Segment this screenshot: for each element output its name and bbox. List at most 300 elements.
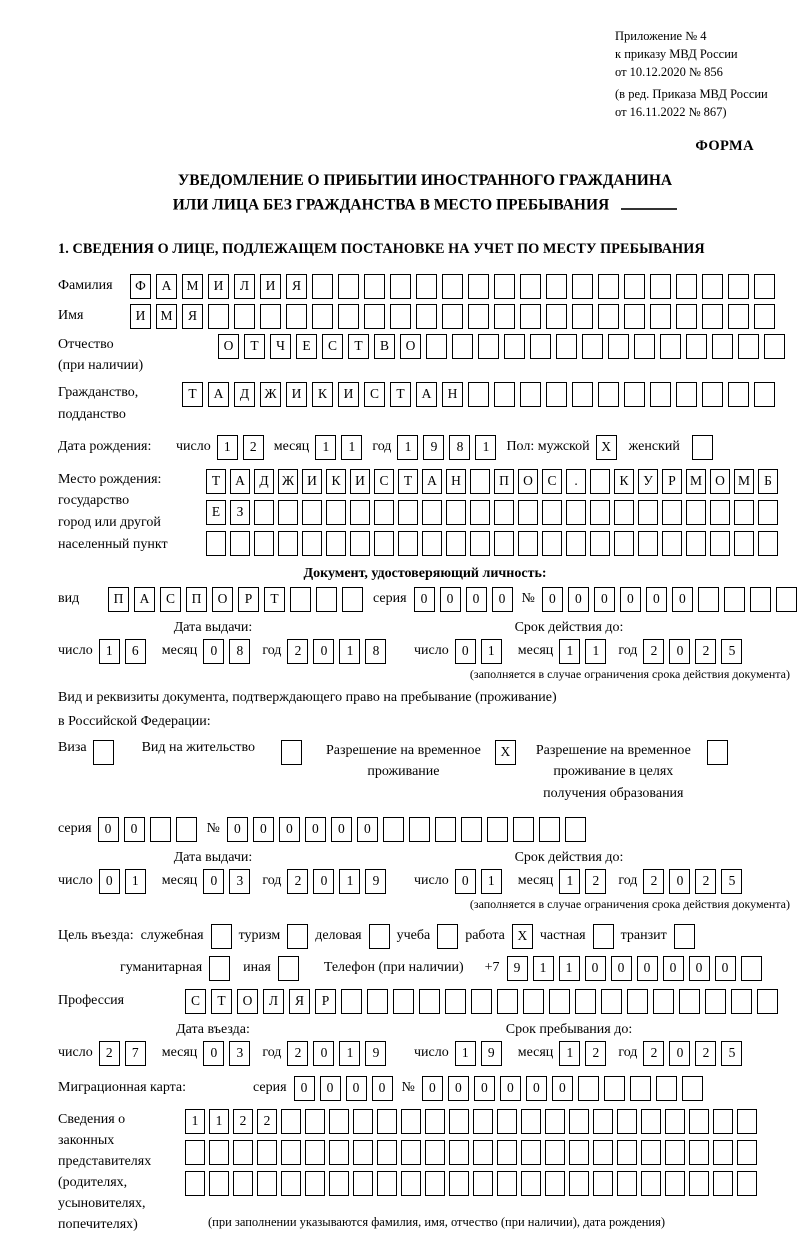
char-cell[interactable] xyxy=(468,304,489,329)
char-cell[interactable]: Т xyxy=(348,334,369,359)
char-cell[interactable] xyxy=(426,334,447,359)
char-cell[interactable] xyxy=(608,334,629,359)
char-cell[interactable]: 0 xyxy=(568,587,589,612)
char-cell[interactable] xyxy=(305,1109,325,1134)
char-cell[interactable]: 0 xyxy=(372,1076,393,1101)
char-cell[interactable]: 0 xyxy=(294,1076,315,1101)
char-cell[interactable] xyxy=(367,989,388,1014)
char-cell[interactable] xyxy=(634,334,655,359)
char-cell[interactable] xyxy=(446,500,466,525)
char-cell[interactable]: 0 xyxy=(313,639,334,664)
char-cell[interactable] xyxy=(401,1171,421,1196)
char-cell[interactable] xyxy=(494,531,514,556)
char-cell[interactable] xyxy=(638,500,658,525)
char-cell[interactable] xyxy=(390,274,411,299)
char-cell[interactable] xyxy=(650,382,671,407)
char-cell[interactable] xyxy=(682,1076,703,1101)
char-cell[interactable]: Т xyxy=(390,382,411,407)
char-cell[interactable] xyxy=(233,1171,253,1196)
char-cell[interactable] xyxy=(569,1140,589,1165)
char-cell[interactable]: 2 xyxy=(585,1041,606,1066)
char-cell[interactable]: 2 xyxy=(243,435,264,460)
temp-permit-checkbox[interactable]: X xyxy=(495,740,516,765)
char-cell[interactable]: 1 xyxy=(397,435,418,460)
char-cell[interactable]: . xyxy=(566,469,586,494)
char-cell[interactable]: 0 xyxy=(331,817,352,842)
char-cell[interactable] xyxy=(150,817,171,842)
char-cell[interactable]: З xyxy=(230,500,250,525)
char-cell[interactable]: 1 xyxy=(339,639,360,664)
char-cell[interactable] xyxy=(593,1171,613,1196)
char-cell[interactable]: И xyxy=(350,469,370,494)
char-cell[interactable] xyxy=(542,531,562,556)
char-cell[interactable]: 0 xyxy=(203,869,224,894)
char-cell[interactable] xyxy=(233,1140,253,1165)
char-cell[interactable] xyxy=(254,531,274,556)
purpose-checkbox-official[interactable] xyxy=(211,924,232,949)
char-cell[interactable] xyxy=(425,1171,445,1196)
char-cell[interactable]: 0 xyxy=(313,1041,334,1066)
char-cell[interactable]: Т xyxy=(211,989,232,1014)
char-cell[interactable] xyxy=(393,989,414,1014)
char-cell[interactable]: 0 xyxy=(542,587,563,612)
purpose-checkbox-tourism[interactable] xyxy=(287,924,308,949)
char-cell[interactable] xyxy=(679,989,700,1014)
char-cell[interactable]: А xyxy=(208,382,229,407)
char-cell[interactable] xyxy=(713,1171,733,1196)
char-cell[interactable]: 2 xyxy=(695,639,716,664)
char-cell[interactable] xyxy=(665,1140,685,1165)
char-cell[interactable]: Р xyxy=(238,587,259,612)
char-cell[interactable]: Д xyxy=(254,469,274,494)
char-cell[interactable] xyxy=(473,1109,493,1134)
char-cell[interactable]: 0 xyxy=(669,1041,690,1066)
char-cell[interactable] xyxy=(234,304,255,329)
char-cell[interactable] xyxy=(593,1109,613,1134)
char-cell[interactable] xyxy=(416,274,437,299)
char-cell[interactable]: Е xyxy=(296,334,317,359)
char-cell[interactable]: 0 xyxy=(715,956,736,981)
char-cell[interactable] xyxy=(572,274,593,299)
char-cell[interactable]: 0 xyxy=(313,869,334,894)
char-cell[interactable] xyxy=(312,274,333,299)
char-cell[interactable] xyxy=(520,304,541,329)
char-cell[interactable] xyxy=(617,1109,637,1134)
char-cell[interactable]: Р xyxy=(315,989,336,1014)
char-cell[interactable]: 2 xyxy=(287,639,308,664)
char-cell[interactable] xyxy=(617,1171,637,1196)
char-cell[interactable] xyxy=(776,587,797,612)
char-cell[interactable]: 3 xyxy=(229,1041,250,1066)
char-cell[interactable]: 0 xyxy=(646,587,667,612)
char-cell[interactable]: 2 xyxy=(287,869,308,894)
char-cell[interactable]: Н xyxy=(442,382,463,407)
char-cell[interactable] xyxy=(494,274,515,299)
char-cell[interactable] xyxy=(676,304,697,329)
char-cell[interactable] xyxy=(353,1171,373,1196)
purpose-checkbox-private[interactable] xyxy=(593,924,614,949)
char-cell[interactable] xyxy=(737,1140,757,1165)
char-cell[interactable] xyxy=(530,334,551,359)
char-cell[interactable] xyxy=(757,989,778,1014)
char-cell[interactable] xyxy=(329,1140,349,1165)
char-cell[interactable]: П xyxy=(108,587,129,612)
char-cell[interactable]: 1 xyxy=(481,639,502,664)
char-cell[interactable] xyxy=(312,304,333,329)
char-cell[interactable] xyxy=(425,1140,445,1165)
char-cell[interactable] xyxy=(712,334,733,359)
char-cell[interactable]: К xyxy=(614,469,634,494)
char-cell[interactable]: Н xyxy=(446,469,466,494)
char-cell[interactable]: Я xyxy=(289,989,310,1014)
char-cell[interactable]: 9 xyxy=(423,435,444,460)
char-cell[interactable] xyxy=(705,989,726,1014)
char-cell[interactable]: О xyxy=(400,334,421,359)
char-cell[interactable] xyxy=(468,382,489,407)
char-cell[interactable] xyxy=(546,274,567,299)
char-cell[interactable]: О xyxy=(212,587,233,612)
char-cell[interactable] xyxy=(435,817,456,842)
char-cell[interactable]: 0 xyxy=(552,1076,573,1101)
char-cell[interactable]: Ж xyxy=(278,469,298,494)
char-cell[interactable]: А xyxy=(230,469,250,494)
char-cell[interactable] xyxy=(497,989,518,1014)
char-cell[interactable]: Б xyxy=(758,469,778,494)
char-cell[interactable] xyxy=(281,1140,301,1165)
char-cell[interactable] xyxy=(442,304,463,329)
char-cell[interactable] xyxy=(738,334,759,359)
char-cell[interactable]: 0 xyxy=(203,639,224,664)
char-cell[interactable]: 1 xyxy=(315,435,336,460)
char-cell[interactable] xyxy=(316,587,337,612)
char-cell[interactable] xyxy=(518,531,538,556)
char-cell[interactable]: 2 xyxy=(233,1109,253,1134)
char-cell[interactable]: 1 xyxy=(185,1109,205,1134)
visa-checkbox[interactable] xyxy=(93,740,114,765)
char-cell[interactable]: 2 xyxy=(643,1041,664,1066)
char-cell[interactable] xyxy=(401,1140,421,1165)
char-cell[interactable] xyxy=(590,469,610,494)
char-cell[interactable] xyxy=(641,1109,661,1134)
char-cell[interactable]: 0 xyxy=(99,869,120,894)
char-cell[interactable]: 0 xyxy=(474,1076,495,1101)
char-cell[interactable] xyxy=(575,989,596,1014)
char-cell[interactable] xyxy=(419,989,440,1014)
char-cell[interactable]: 2 xyxy=(695,1041,716,1066)
char-cell[interactable] xyxy=(713,1109,733,1134)
char-cell[interactable]: 0 xyxy=(492,587,513,612)
char-cell[interactable]: 1 xyxy=(339,1041,360,1066)
char-cell[interactable]: 1 xyxy=(217,435,238,460)
char-cell[interactable] xyxy=(350,531,370,556)
char-cell[interactable]: И xyxy=(286,382,307,407)
char-cell[interactable] xyxy=(676,274,697,299)
char-cell[interactable] xyxy=(764,334,785,359)
char-cell[interactable]: 1 xyxy=(125,869,146,894)
char-cell[interactable] xyxy=(614,500,634,525)
char-cell[interactable]: И xyxy=(130,304,151,329)
char-cell[interactable] xyxy=(353,1109,373,1134)
char-cell[interactable]: 0 xyxy=(663,956,684,981)
edu-permit-checkbox[interactable] xyxy=(707,740,728,765)
char-cell[interactable] xyxy=(329,1171,349,1196)
char-cell[interactable] xyxy=(737,1171,757,1196)
char-cell[interactable] xyxy=(724,587,745,612)
char-cell[interactable]: 0 xyxy=(414,587,435,612)
char-cell[interactable]: С xyxy=(160,587,181,612)
char-cell[interactable] xyxy=(494,382,515,407)
char-cell[interactable] xyxy=(473,1171,493,1196)
char-cell[interactable]: Я xyxy=(182,304,203,329)
char-cell[interactable]: Т xyxy=(244,334,265,359)
char-cell[interactable]: Т xyxy=(206,469,226,494)
char-cell[interactable] xyxy=(409,817,430,842)
char-cell[interactable] xyxy=(377,1171,397,1196)
char-cell[interactable]: Т xyxy=(182,382,203,407)
char-cell[interactable]: 5 xyxy=(721,1041,742,1066)
char-cell[interactable]: И xyxy=(302,469,322,494)
char-cell[interactable]: 0 xyxy=(500,1076,521,1101)
char-cell[interactable] xyxy=(627,989,648,1014)
char-cell[interactable] xyxy=(728,274,749,299)
char-cell[interactable] xyxy=(572,304,593,329)
char-cell[interactable] xyxy=(302,531,322,556)
char-cell[interactable] xyxy=(731,989,752,1014)
char-cell[interactable]: 8 xyxy=(449,435,470,460)
char-cell[interactable] xyxy=(624,304,645,329)
char-cell[interactable]: 0 xyxy=(466,587,487,612)
char-cell[interactable]: 0 xyxy=(672,587,693,612)
char-cell[interactable] xyxy=(470,531,490,556)
char-cell[interactable] xyxy=(542,500,562,525)
char-cell[interactable] xyxy=(656,1076,677,1101)
char-cell[interactable] xyxy=(624,274,645,299)
char-cell[interactable] xyxy=(638,531,658,556)
char-cell[interactable] xyxy=(398,500,418,525)
char-cell[interactable]: 0 xyxy=(620,587,641,612)
char-cell[interactable] xyxy=(257,1140,277,1165)
char-cell[interactable]: Л xyxy=(234,274,255,299)
char-cell[interactable] xyxy=(604,1076,625,1101)
char-cell[interactable]: 9 xyxy=(481,1041,502,1066)
char-cell[interactable] xyxy=(286,304,307,329)
char-cell[interactable]: 1 xyxy=(455,1041,476,1066)
sex-female-checkbox[interactable] xyxy=(692,435,713,460)
char-cell[interactable] xyxy=(449,1109,469,1134)
char-cell[interactable] xyxy=(281,1171,301,1196)
char-cell[interactable] xyxy=(686,531,706,556)
char-cell[interactable] xyxy=(374,500,394,525)
char-cell[interactable] xyxy=(497,1109,517,1134)
char-cell[interactable] xyxy=(546,382,567,407)
char-cell[interactable]: 0 xyxy=(124,817,145,842)
char-cell[interactable] xyxy=(662,500,682,525)
char-cell[interactable]: 2 xyxy=(287,1041,308,1066)
char-cell[interactable]: М xyxy=(734,469,754,494)
char-cell[interactable] xyxy=(702,274,723,299)
char-cell[interactable] xyxy=(686,500,706,525)
char-cell[interactable]: 9 xyxy=(507,956,528,981)
char-cell[interactable] xyxy=(549,989,570,1014)
char-cell[interactable] xyxy=(601,989,622,1014)
char-cell[interactable]: 2 xyxy=(257,1109,277,1134)
char-cell[interactable] xyxy=(593,1140,613,1165)
char-cell[interactable]: 0 xyxy=(357,817,378,842)
char-cell[interactable]: С xyxy=(185,989,206,1014)
char-cell[interactable]: 1 xyxy=(475,435,496,460)
char-cell[interactable] xyxy=(545,1140,565,1165)
char-cell[interactable] xyxy=(545,1171,565,1196)
char-cell[interactable] xyxy=(741,956,762,981)
char-cell[interactable]: И xyxy=(260,274,281,299)
char-cell[interactable] xyxy=(209,1140,229,1165)
sex-male-checkbox[interactable]: X xyxy=(596,435,617,460)
char-cell[interactable] xyxy=(734,531,754,556)
char-cell[interactable] xyxy=(504,334,525,359)
char-cell[interactable]: 1 xyxy=(481,869,502,894)
char-cell[interactable] xyxy=(206,531,226,556)
char-cell[interactable] xyxy=(422,500,442,525)
char-cell[interactable] xyxy=(521,1109,541,1134)
char-cell[interactable]: 1 xyxy=(585,639,606,664)
char-cell[interactable]: 0 xyxy=(585,956,606,981)
char-cell[interactable] xyxy=(377,1140,397,1165)
char-cell[interactable] xyxy=(582,334,603,359)
char-cell[interactable] xyxy=(176,817,197,842)
purpose-checkbox-business[interactable] xyxy=(369,924,390,949)
char-cell[interactable] xyxy=(185,1140,205,1165)
char-cell[interactable]: 0 xyxy=(455,869,476,894)
char-cell[interactable]: 0 xyxy=(346,1076,367,1101)
char-cell[interactable] xyxy=(750,587,771,612)
char-cell[interactable]: П xyxy=(186,587,207,612)
char-cell[interactable]: Л xyxy=(263,989,284,1014)
char-cell[interactable] xyxy=(590,500,610,525)
char-cell[interactable] xyxy=(713,1140,733,1165)
char-cell[interactable] xyxy=(449,1171,469,1196)
char-cell[interactable]: 2 xyxy=(643,639,664,664)
char-cell[interactable]: Я xyxy=(286,274,307,299)
char-cell[interactable]: 0 xyxy=(279,817,300,842)
char-cell[interactable] xyxy=(254,500,274,525)
char-cell[interactable] xyxy=(754,274,775,299)
char-cell[interactable] xyxy=(523,989,544,1014)
char-cell[interactable]: 0 xyxy=(305,817,326,842)
char-cell[interactable] xyxy=(401,1109,421,1134)
char-cell[interactable] xyxy=(341,989,362,1014)
char-cell[interactable] xyxy=(208,304,229,329)
char-cell[interactable] xyxy=(305,1171,325,1196)
char-cell[interactable] xyxy=(326,500,346,525)
char-cell[interactable] xyxy=(470,500,490,525)
char-cell[interactable] xyxy=(416,304,437,329)
char-cell[interactable] xyxy=(702,304,723,329)
char-cell[interactable]: А xyxy=(134,587,155,612)
char-cell[interactable] xyxy=(650,304,671,329)
char-cell[interactable] xyxy=(326,531,346,556)
char-cell[interactable] xyxy=(641,1140,661,1165)
char-cell[interactable]: 7 xyxy=(125,1041,146,1066)
char-cell[interactable] xyxy=(689,1171,709,1196)
residence-permit-checkbox[interactable] xyxy=(281,740,302,765)
char-cell[interactable] xyxy=(598,304,619,329)
char-cell[interactable]: 0 xyxy=(526,1076,547,1101)
char-cell[interactable]: О xyxy=(218,334,239,359)
char-cell[interactable] xyxy=(445,989,466,1014)
char-cell[interactable] xyxy=(521,1140,541,1165)
char-cell[interactable] xyxy=(374,531,394,556)
char-cell[interactable]: С xyxy=(364,382,385,407)
char-cell[interactable]: 2 xyxy=(99,1041,120,1066)
char-cell[interactable]: Е xyxy=(206,500,226,525)
purpose-checkbox-work[interactable]: X xyxy=(512,924,533,949)
char-cell[interactable] xyxy=(377,1109,397,1134)
char-cell[interactable]: И xyxy=(338,382,359,407)
char-cell[interactable] xyxy=(449,1140,469,1165)
char-cell[interactable] xyxy=(546,304,567,329)
char-cell[interactable] xyxy=(617,1140,637,1165)
char-cell[interactable] xyxy=(364,304,385,329)
char-cell[interactable]: М xyxy=(182,274,203,299)
char-cell[interactable] xyxy=(452,334,473,359)
char-cell[interactable] xyxy=(653,989,674,1014)
char-cell[interactable]: 9 xyxy=(365,1041,386,1066)
char-cell[interactable] xyxy=(470,469,490,494)
char-cell[interactable] xyxy=(569,1171,589,1196)
char-cell[interactable]: С xyxy=(542,469,562,494)
char-cell[interactable] xyxy=(425,1109,445,1134)
char-cell[interactable]: Р xyxy=(662,469,682,494)
char-cell[interactable] xyxy=(257,1171,277,1196)
char-cell[interactable] xyxy=(572,382,593,407)
char-cell[interactable]: 0 xyxy=(253,817,274,842)
char-cell[interactable] xyxy=(353,1140,373,1165)
char-cell[interactable] xyxy=(565,817,586,842)
char-cell[interactable] xyxy=(329,1109,349,1134)
char-cell[interactable]: 1 xyxy=(559,639,580,664)
char-cell[interactable] xyxy=(556,334,577,359)
char-cell[interactable] xyxy=(398,531,418,556)
char-cell[interactable]: И xyxy=(208,274,229,299)
purpose-checkbox-humanitarian[interactable] xyxy=(209,956,230,981)
char-cell[interactable] xyxy=(686,334,707,359)
char-cell[interactable]: 2 xyxy=(695,869,716,894)
char-cell[interactable]: 2 xyxy=(585,869,606,894)
char-cell[interactable]: 6 xyxy=(125,639,146,664)
char-cell[interactable]: 2 xyxy=(643,869,664,894)
char-cell[interactable] xyxy=(209,1171,229,1196)
char-cell[interactable] xyxy=(660,334,681,359)
char-cell[interactable] xyxy=(698,587,719,612)
char-cell[interactable] xyxy=(566,500,586,525)
char-cell[interactable] xyxy=(539,817,560,842)
char-cell[interactable]: 1 xyxy=(339,869,360,894)
char-cell[interactable] xyxy=(590,531,610,556)
char-cell[interactable] xyxy=(473,1140,493,1165)
char-cell[interactable] xyxy=(350,500,370,525)
char-cell[interactable] xyxy=(342,587,363,612)
char-cell[interactable] xyxy=(545,1109,565,1134)
char-cell[interactable]: Ж xyxy=(260,382,281,407)
char-cell[interactable]: Ч xyxy=(270,334,291,359)
char-cell[interactable] xyxy=(302,500,322,525)
char-cell[interactable] xyxy=(497,1171,517,1196)
char-cell[interactable] xyxy=(758,531,778,556)
char-cell[interactable] xyxy=(278,531,298,556)
char-cell[interactable] xyxy=(518,500,538,525)
char-cell[interactable] xyxy=(758,500,778,525)
char-cell[interactable] xyxy=(260,304,281,329)
